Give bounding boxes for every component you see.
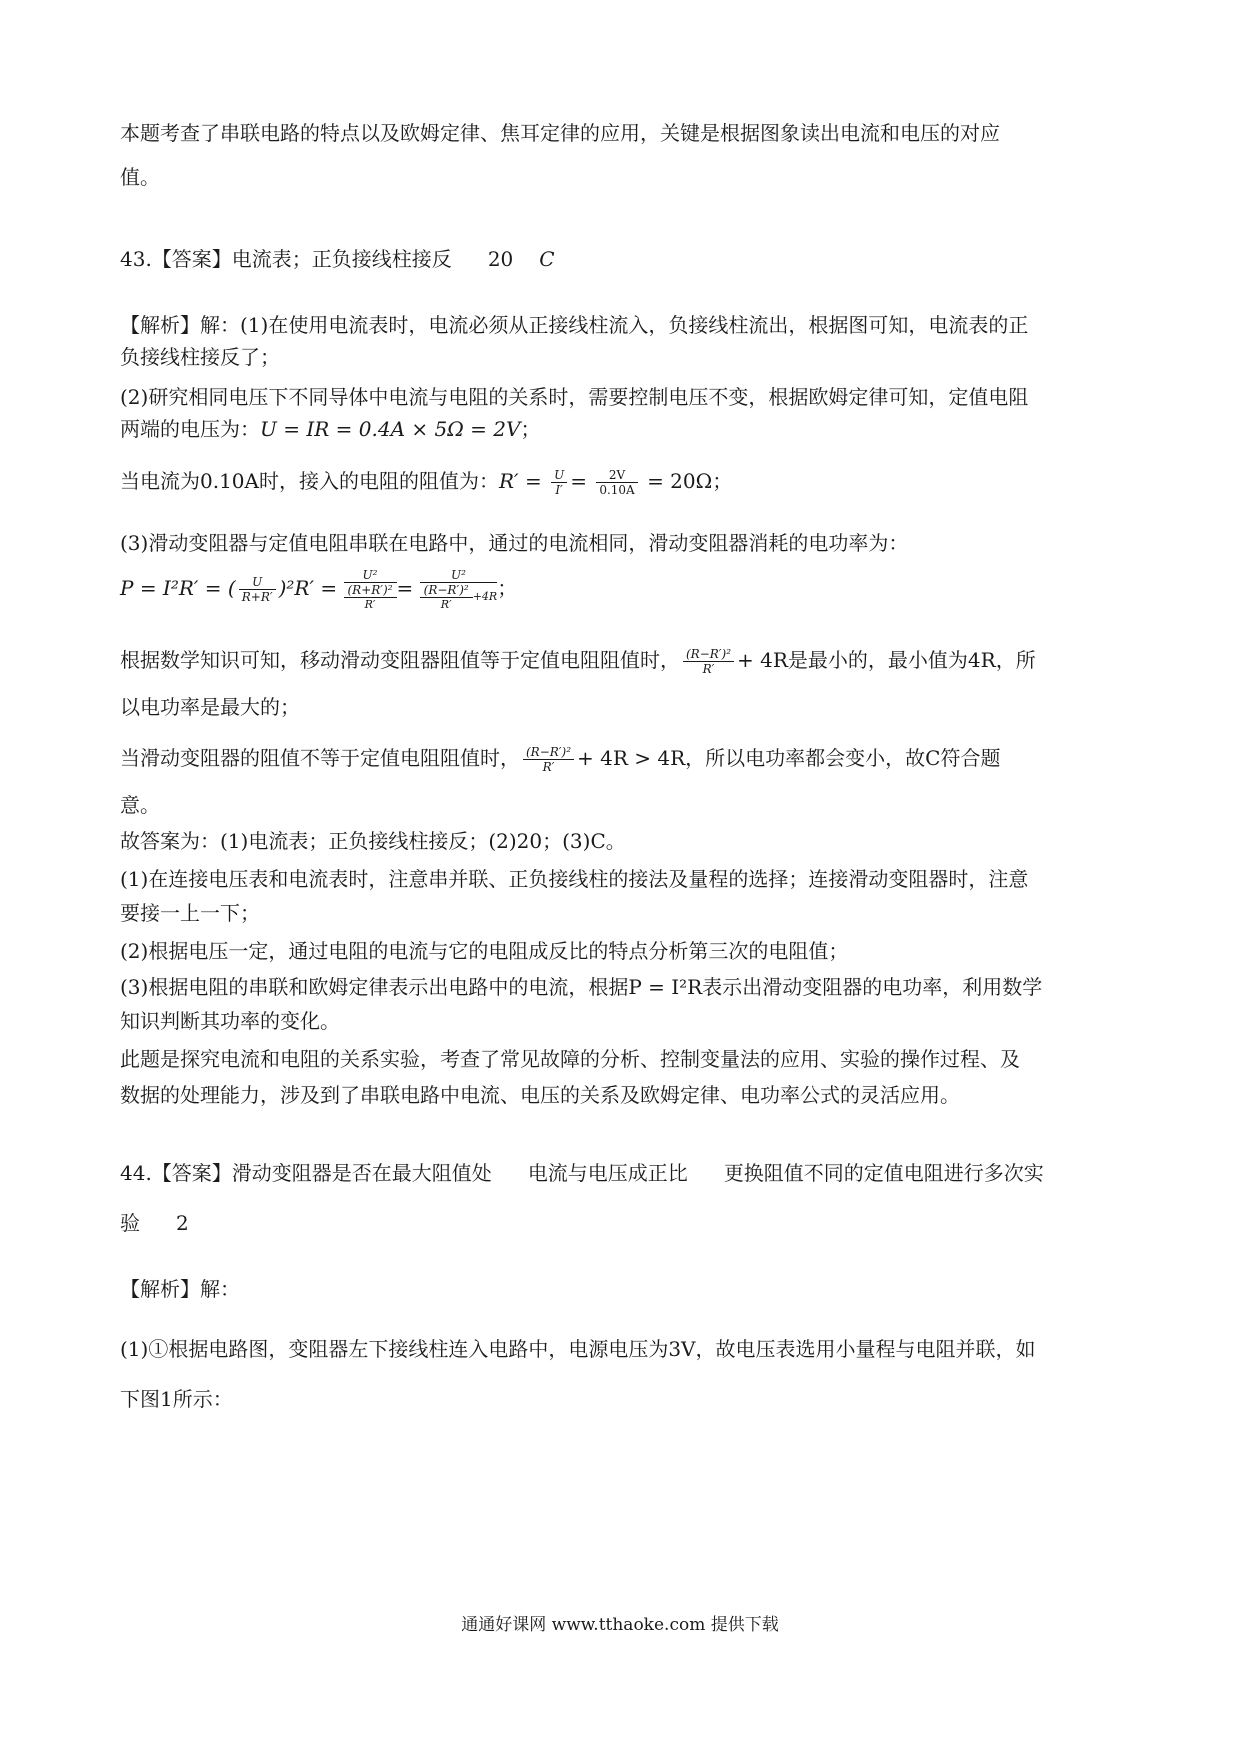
denominator: R+R′ — [241, 590, 273, 604]
q44-answer-2: 电流与电压成正比 — [527, 1161, 688, 1185]
q43-analysis-line: (3)滑动变阻器与定值电阻串联在电路中，通过的电流相同，滑动变阻器消耗的电功率为： — [120, 531, 909, 555]
text-span: 当电流为 — [120, 469, 200, 493]
q44-answer-3-cont: 验 — [120, 1211, 140, 1235]
formula: P = I²R′ = ( — [120, 576, 236, 600]
text-span: 两端的电压为： — [120, 417, 260, 441]
numerator: U² — [344, 568, 397, 583]
q44-answer — [120, 1158, 1130, 1188]
formula: 0.10A — [200, 469, 259, 493]
q43-analysis-line: 当电流为0.10A时，接入的电阻的阻值为：R′ = $\frac{U}{I'}$ = $\frac{2V}{0.10A}$ = 20Ω； — [120, 468, 733, 497]
q44-analysis-head: 【解析】解： — [120, 1277, 240, 1301]
formula: )²R′ = — [278, 576, 338, 600]
text-span: + 4R是最小的，最小值为4R，所 — [737, 648, 1036, 672]
q44-analysis-line: (1)①根据电路图，变阻器左下接线柱连入电路中，电源电压为3V，故电压表选用小量程与电阻并联，如 — [120, 1337, 1036, 1361]
q43-note-line: 知识判断其功率的变化。 — [120, 1009, 340, 1033]
q43-note-line: (1)在连接电压表和电流表时，注意串并联、正负接线柱的接法及量程的选择；连接滑动变阻器时，注意 — [120, 867, 1029, 891]
numerator: (R−R′)² — [523, 745, 574, 760]
fraction — [551, 468, 567, 497]
text-span: 时，接入的电阻的阻值为： — [258, 469, 499, 493]
fraction — [523, 745, 574, 774]
q43-note-line: (3)根据电阻的串联和欧姆定律表示出电路中的电流，根据P = I²R表示出滑动变阻器的电功率，利用数学 — [120, 975, 1043, 999]
text-span: 当滑动变阻器的阻值不等于定值电阻阻值时， — [120, 746, 520, 770]
q43-analysis-line: 【解析】解：(1)在使用电流表时，电流必须从正接线柱流入，负接线柱流出，根据图可知，电流表的正 — [120, 313, 1029, 337]
q44-answer-label: 44.【答案】滑动变阻器是否在最大阻值处 — [120, 1161, 492, 1185]
q43-analysis-line — [120, 738, 1130, 778]
q44-analysis-line: 下图1所示： — [120, 1387, 233, 1411]
q43-note-line: (2)根据电压一定，通过电阻的电流与它的电阻成反比的特点分析第三次的电阻值； — [120, 939, 849, 963]
q43-answer-num: 20 — [487, 247, 514, 271]
numerator: (R+R′)² — [344, 583, 397, 598]
numerator: (R−R′)² — [420, 583, 473, 598]
denominator: R′ — [542, 760, 555, 774]
fraction — [239, 575, 276, 604]
numerator: 2V — [596, 468, 637, 483]
fraction — [683, 647, 734, 676]
fraction — [344, 568, 397, 611]
fraction — [420, 568, 498, 611]
text-span: ； — [497, 576, 518, 600]
q43-analysis-line — [120, 640, 1130, 680]
denominator: R′ — [364, 598, 376, 611]
formula: R′ = — [498, 469, 542, 493]
q43-summary-line: 此题是探究电流和电阻的关系实验，考查了常见故障的分析、控制变量法的应用、实验的操作过程、及 — [120, 1047, 1020, 1071]
denominator: R′ — [440, 598, 452, 611]
text-span: 根据数学知识可知，移动滑动变阻器阻值等于定值电阻阻值时， — [120, 648, 680, 672]
denominator — [420, 583, 498, 611]
page-footer: 通通好课网 www.tthaoke.com 提供下载 — [461, 1615, 779, 1635]
text-span: ； — [520, 417, 541, 441]
q43-power-formula: P = I²R′ = ( $\frac{U}{R+R'}$ )²R′ = $\frac{\text{U²}}{\frac{\text{(R+R′)²}}{R'}}$ = U² $\frac{\text{(R−R′)²}}{R'}$ +4R ； — [120, 568, 518, 611]
summary-line: 值。 — [120, 165, 160, 189]
q43-answer — [120, 244, 1130, 274]
text-span: + 4R > 4R，所以电功率都会变小，故C符合题 — [577, 746, 1001, 770]
fraction — [344, 583, 397, 611]
formula: U = IR = 0.4A × 5Ω = 2V — [260, 417, 521, 441]
q44-answer-cont — [120, 1208, 1130, 1238]
numerator: U — [551, 468, 567, 483]
formula: +4R — [472, 590, 498, 603]
numerator: U — [239, 575, 276, 590]
fraction — [420, 583, 473, 611]
q43-analysis-line: (2)研究相同电压下不同导体中电流与电阻的关系时，需要控制电压不变，根据欧姆定律可知，定值电阻 — [120, 385, 1029, 409]
denominator: R′ — [702, 662, 715, 676]
q43-summary-line: 数据的处理能力，涉及到了串联电路中电流、电压的关系及欧姆定律、电功率公式的灵活应用。 — [120, 1083, 960, 1107]
q44-answer-4: 2 — [176, 1211, 189, 1235]
q43-answer-label: 43.【答案】电流表；正负接线柱接反 — [120, 247, 452, 271]
q43-note-line: 要接一上一下； — [120, 901, 260, 925]
q43-answer-choice: C — [539, 247, 555, 271]
q43-analysis-line: 负接线柱接反了； — [120, 345, 280, 369]
q43-analysis-line — [120, 414, 1130, 444]
formula: = 20Ω； — [647, 469, 733, 493]
q43-analysis-line: 以电功率是最大的； — [120, 695, 300, 719]
q44-answer-3: 更换阻值不同的定值电阻进行多次实 — [723, 1161, 1044, 1185]
numerator: (R−R′)² — [683, 647, 734, 662]
q43-final-answer: 故答案为：(1)电流表；正负接线柱接反；(2)20；(3)C。 — [120, 829, 626, 853]
denominator — [344, 583, 397, 611]
fraction — [596, 468, 637, 497]
summary-line: 本题考查了串联电路的特点以及欧姆定律、焦耳定律的应用，关键是根据图象读出电流和电压的对应 — [120, 121, 1000, 145]
q43-analysis-line: 意。 — [120, 793, 160, 817]
numerator: U² — [420, 568, 498, 583]
denominator: I′ — [555, 483, 563, 497]
denominator: 0.10A — [599, 483, 635, 497]
